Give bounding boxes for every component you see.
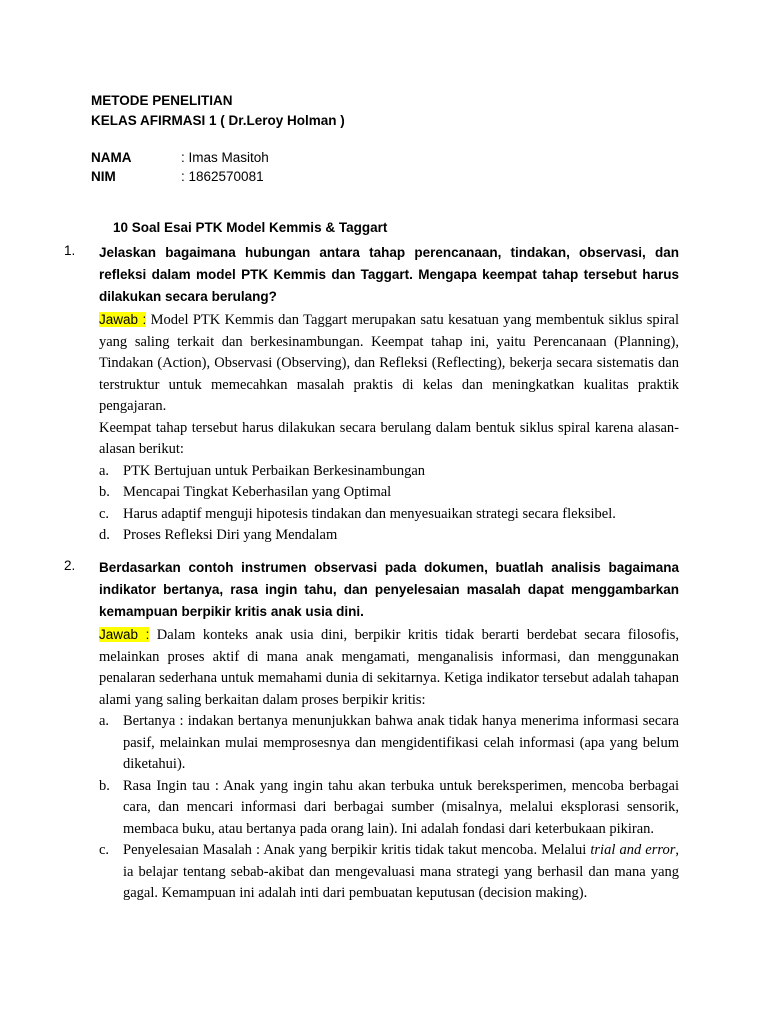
list-item: d. Proses Refleksi Diri yang Mendalam <box>99 527 338 543</box>
answer-1-list <box>99 461 679 547</box>
list-item: a. PTK Bertujuan untuk Perbaikan Berkesinambungan <box>99 462 426 479</box>
nim-value: : 1862570081 <box>181 169 264 184</box>
list-item: b. Mencapai Tingkat Keberhasilan yang Optimal <box>99 484 392 500</box>
question-2-text: Berdasarkan contoh instrumen observasi pada dokumen, buatlah analisis bagaimana indikator bertanya, rasa ingin tahu, dan penyelesaian masalah dapat menggambarkan kemampuan berpikir kritis anak usia dini. <box>99 560 679 619</box>
answer-1-paragraph-1 <box>99 309 679 418</box>
answer-2-list <box>99 711 679 905</box>
list-item: c. Penyelesaian Masalah : Anak yang berpikir kritis tidak takut mencoba. Melalui trial and error, ia belajar tentang sebab-akibat dan mengevaluasi mana strategi yang berhasil dan mana yang gagal. Kemampuan ini adalah inti dari pembuatan keputusan (decision making). <box>99 842 680 901</box>
list-item: c. Harus adaptif menguji hipotesis tindakan dan menyesuaikan strategi secara fleksibel. <box>99 505 616 522</box>
name-value: : Imas Masitoh <box>181 150 269 165</box>
nim-label: NIM <box>91 169 116 184</box>
course-title: METODE PENELITIAN <box>91 93 233 108</box>
answer-1-paragraph-2: Keempat tahap tersebut harus dilakukan secara berulang dalam bentuk siklus spiral karena alasan-alasan berikut: <box>99 419 679 457</box>
list-item: a. Bertanya : indakan bertanya menunjukkan bahwa anak tidak hanya menerima informasi secara pasif, melainkan mulai memprosesnya dan mengidentifikasi celah informasi (apa yang belum diketahui). <box>99 713 679 772</box>
question-2 <box>99 557 679 905</box>
answer-label: Jawab : <box>99 312 147 327</box>
question-1-text: Jelaskan bagaimana hubungan antara tahap perencanaan, tindakan, observasi, dan refleksi dalam model PTK Kemmis dan Taggart. Mengapa keempat tahap tersebut harus dilakukan secara berulang? <box>99 245 679 304</box>
class-title: KELAS AFIRMASI 1 ( Dr.Leroy Holman ) <box>91 113 345 128</box>
list-item: b. Rasa Ingin tau : Anak yang ingin tahu akan terbuka untuk bereksperimen, mencoba berbagai cara, dan mencari informasi dari berbagai sumber (misalnya, melalui eksplorasi sensorik, membaca buku, atau bertanya pada orang lain). Ini adalah fondasi dari keterbukaan pikiran. <box>99 777 679 837</box>
answer-2-paragraph-1 <box>99 624 679 711</box>
answer-label: Jawab : <box>99 627 150 642</box>
name-label: NAMA <box>91 150 132 165</box>
question-1 <box>99 242 679 547</box>
question-2-number: 2. <box>64 558 76 573</box>
answer-2-text: Dalam konteks anak usia dini, berpikir kritis tidak berarti berdebat secara filosofis, melainkan proses aktif di mana anak mengamati, menganalisis informasi, dan menggunakan penalaran sederhana untuk memahami dunia di sekitarnya. Ketiga indikator tersebut adalah tahapan alami yang saling berkaitan dalam proses berpikir kritis: <box>99 627 680 708</box>
answer-1-text: Model PTK Kemmis dan Taggart merupakan satu kesatuan yang membentuk siklus spiral yang saling terkait dan berkesinambungan. Keempat tahap ini, yaitu Perencanaan (Planning), Tindakan (Action), Observasi (Observing), dan Refleksi (Reflecting), bekerja secara sistematis dan terstruktur untuk memecahkan masalah praktis di kelas dan meningkatkan kualitas praktik pengajaran. <box>99 312 679 414</box>
section-title: 10 Soal Esai PTK Model Kemmis & Taggart <box>113 220 388 235</box>
question-1-number: 1. <box>64 243 76 258</box>
